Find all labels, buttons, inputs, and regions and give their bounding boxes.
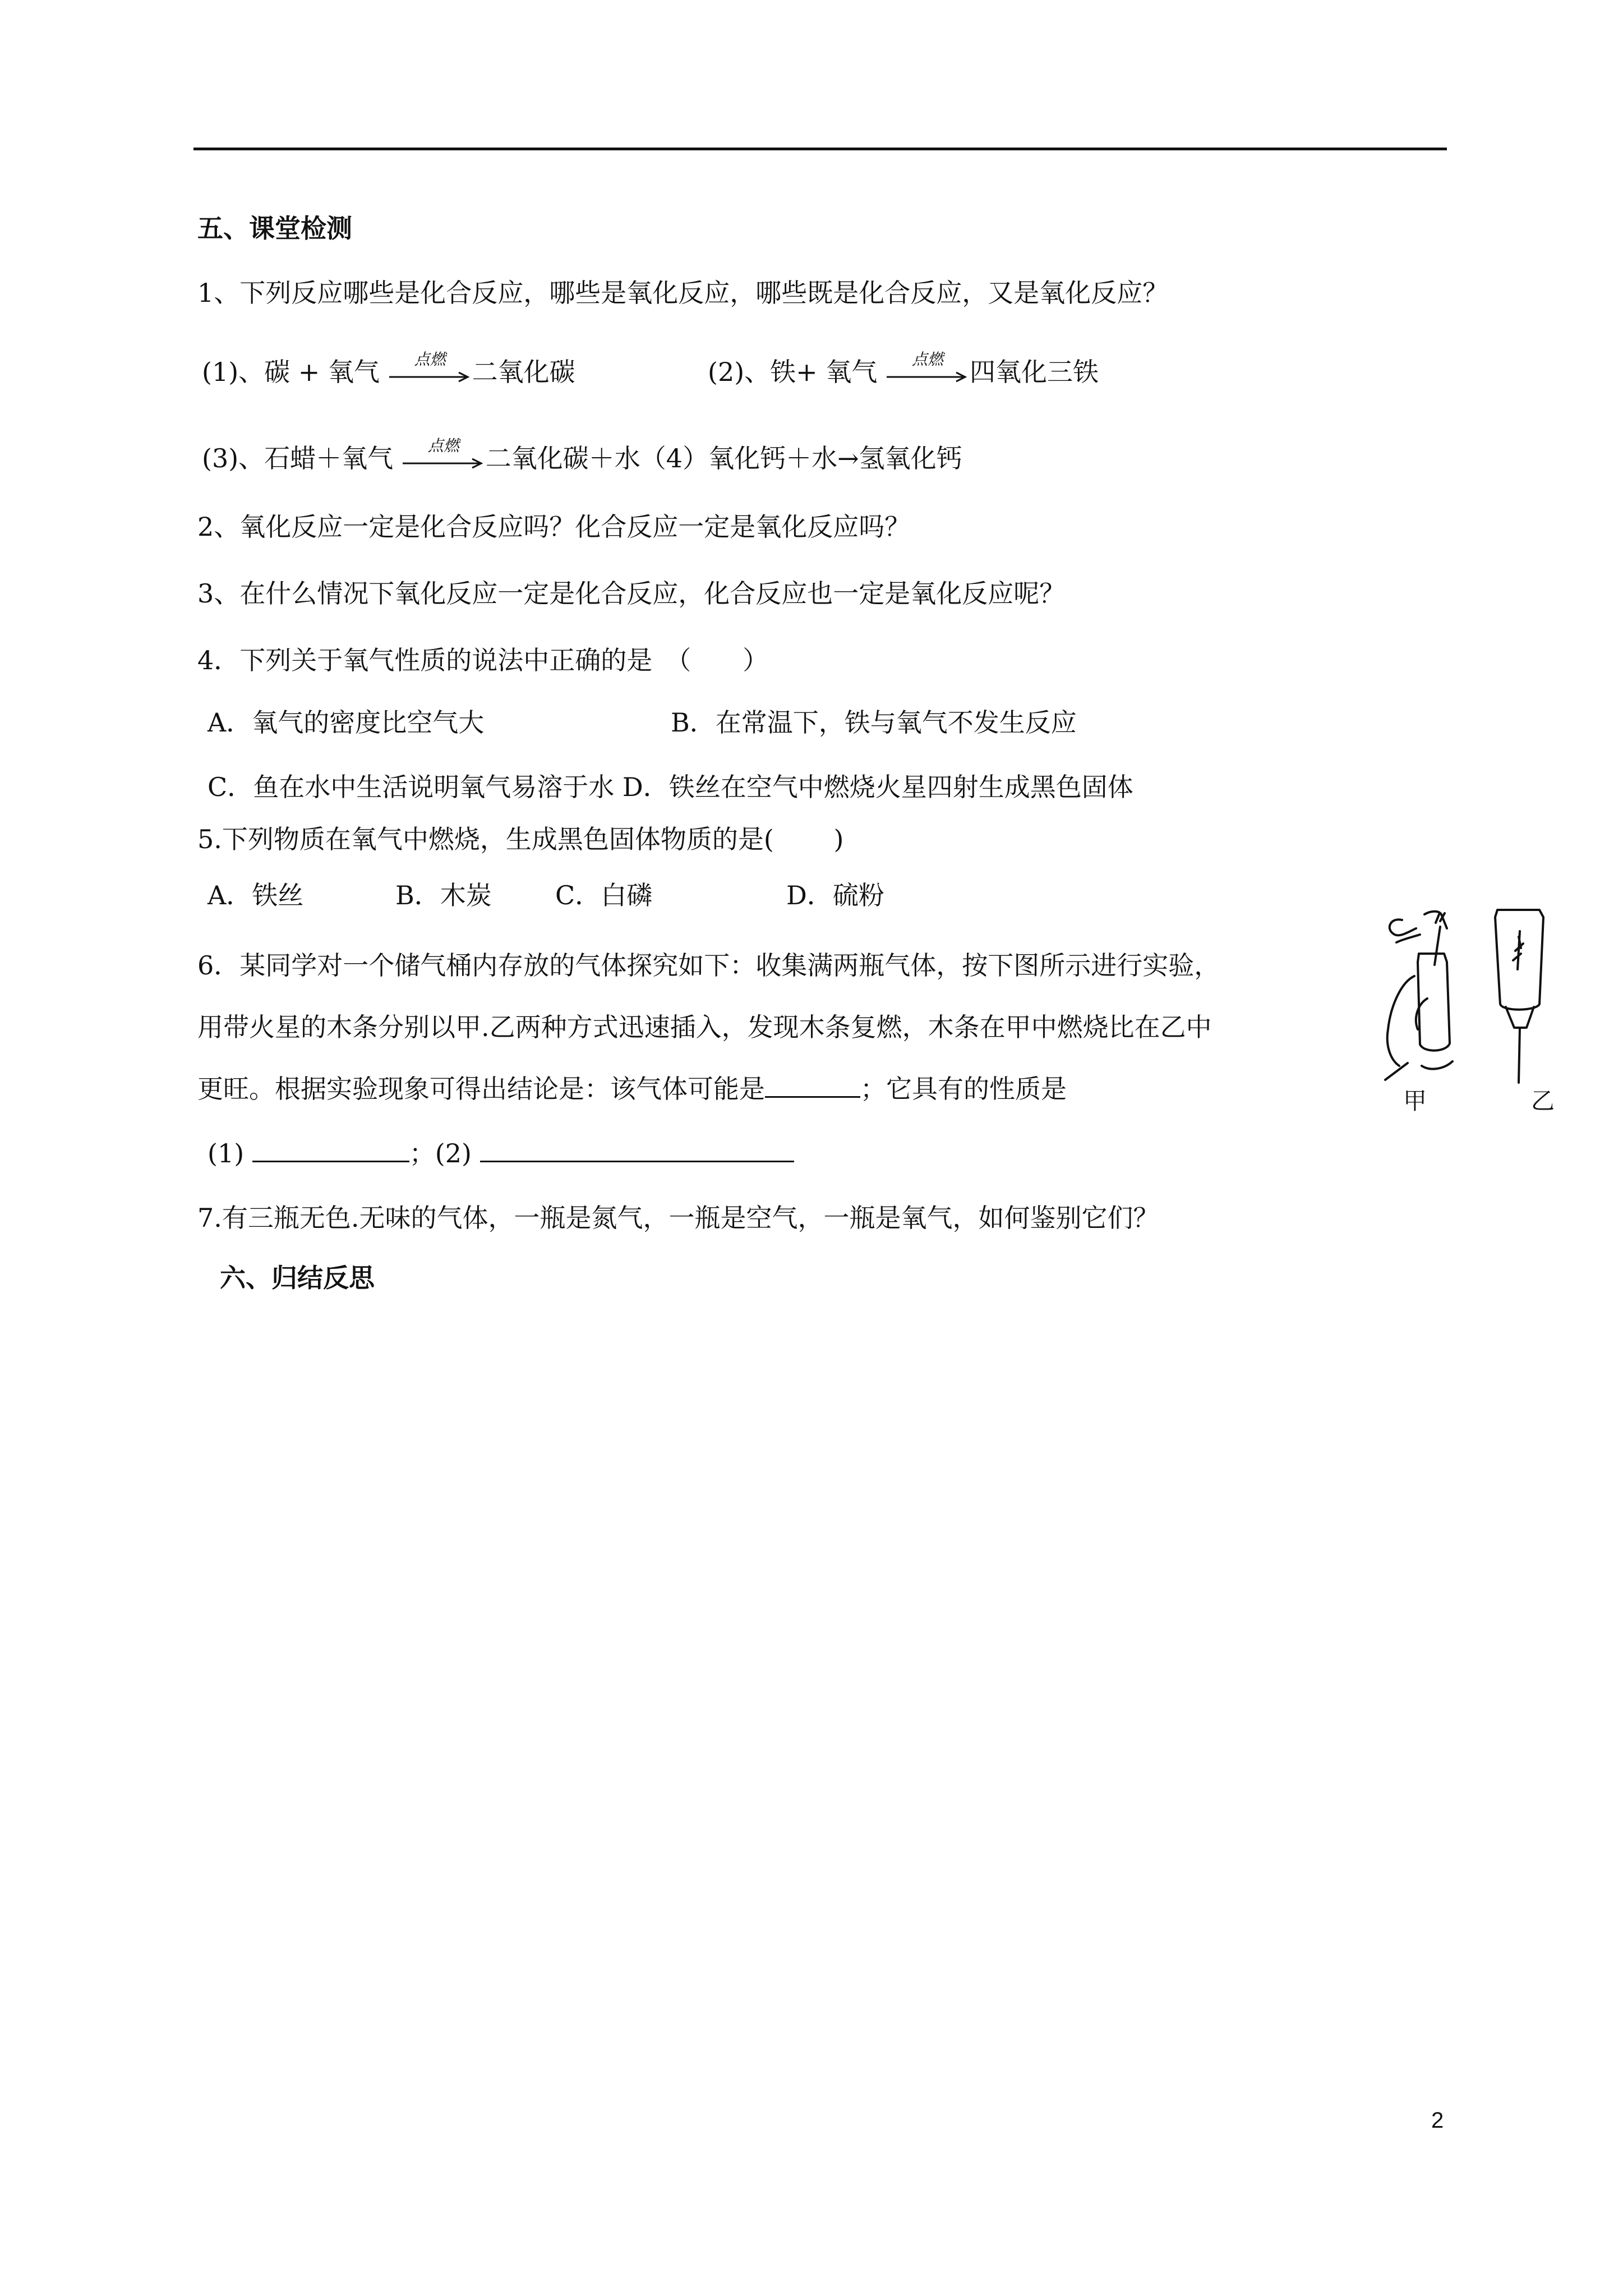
page-number: 2 [1431,2108,1444,2133]
question-4: 4．下列关于氧气性质的说法中正确的是 （ ） [197,645,769,675]
header-rule [193,148,1447,150]
q5-option-d: D．硫粉 [786,880,884,910]
reaction-condition: 点燃 [911,350,943,369]
q6-ans1-label: (1) [208,1138,245,1168]
section-title-5: 五、课堂检测 [197,213,352,243]
figure-label-jia: 甲 [1403,1087,1427,1115]
q4-option-a: A．氧气的密度比空气大 [208,707,485,738]
question-6-line-3 [197,1071,1067,1106]
reaction-2 [708,350,1099,389]
reaction-2-reactants: 铁+ 氧气 [770,357,878,387]
q5-option-c: C．白磷 [555,880,653,910]
arrow-icon [886,371,970,383]
reaction-1-products: 二氧化碳 [472,357,575,387]
q6-line-3-after: ；它具有的性质是 [860,1074,1067,1104]
reaction-1-arrow [388,350,472,389]
question-6-answers [208,1136,794,1171]
reaction-1-reactants: 碳 + 氧气 [264,357,380,387]
reaction-4: （4）氧化钙＋水→氢氧化钙 [640,443,962,473]
reaction-2-num: (2)、 [708,357,771,387]
experiment-figure [1368,898,1570,1139]
reaction-condition: 点燃 [414,350,446,369]
reaction-2-arrow [886,350,970,389]
q5-option-b: B．木炭 [395,880,492,910]
q5-option-a: A．铁丝 [208,880,304,910]
q6-ans-sep: ；(2) [409,1138,472,1168]
reaction-1 [202,350,575,389]
arrow-icon [402,458,486,469]
question-3: 3、在什么情况下氧化反应一定是化合反应，化合反应也一定是氧化反应呢？ [197,578,1066,609]
question-2: 2、氧化反应一定是化合反应吗？化合反应一定是氧化反应吗？ [197,512,911,542]
reaction-condition: 点燃 [427,436,459,455]
reaction-3-arrow [402,436,486,476]
q4-option-b: B．在常温下，铁与氧气不发生反应 [671,707,1077,738]
question-1: 1、下列反应哪些是化合反应，哪些是氧化反应，哪些既是化合反应，又是氧化反应？ [197,278,1169,308]
question-6-line-2: 用带火星的木条分别以甲.乙两种方式迅速插入，发现木条复燃，木条在甲中燃烧比在乙中 [197,1012,1212,1042]
section-title-6: 六、归结反思 [220,1263,375,1293]
reaction-3-products: 二氧化碳＋水 [485,443,640,473]
question-5: 5.下列物质在氧气中燃烧，生成黑色固体物质的是( ) [197,824,844,854]
question-7: 7.有三瓶无色.无味的气体，一瓶是氮气，一瓶是空气，一瓶是氧气，如何鉴别它们？ [197,1203,1159,1233]
reaction-2-products: 四氧化三铁 [969,357,1099,387]
property-1-blank[interactable] [252,1136,409,1162]
q4-option-cd: C．鱼在水中生活说明氧气易溶于水 D．铁丝在空气中燃烧火星四射生成黑色固体 [208,772,1133,802]
figure-label-yi: 乙 [1531,1087,1555,1115]
arrow-icon [388,371,472,383]
reaction-1-num: (1)、 [202,357,265,387]
property-2-blank[interactable] [480,1136,794,1162]
gas-answer-blank[interactable] [765,1071,860,1098]
q6-line-3-before: 更旺。根据实验现象可得出结论是：该气体可能是 [197,1074,765,1104]
gas-bottle-illustration [1368,898,1570,1088]
question-6-line-1: 6．某同学对一个储气桶内存放的气体探究如下：收集满两瓶气体，按下图所示进行实验， [197,950,1220,981]
reaction-3-num: (3)、 [202,443,265,473]
reaction-3 [202,436,962,476]
reaction-3-reactants: 石蜡＋氧气 [264,443,394,473]
